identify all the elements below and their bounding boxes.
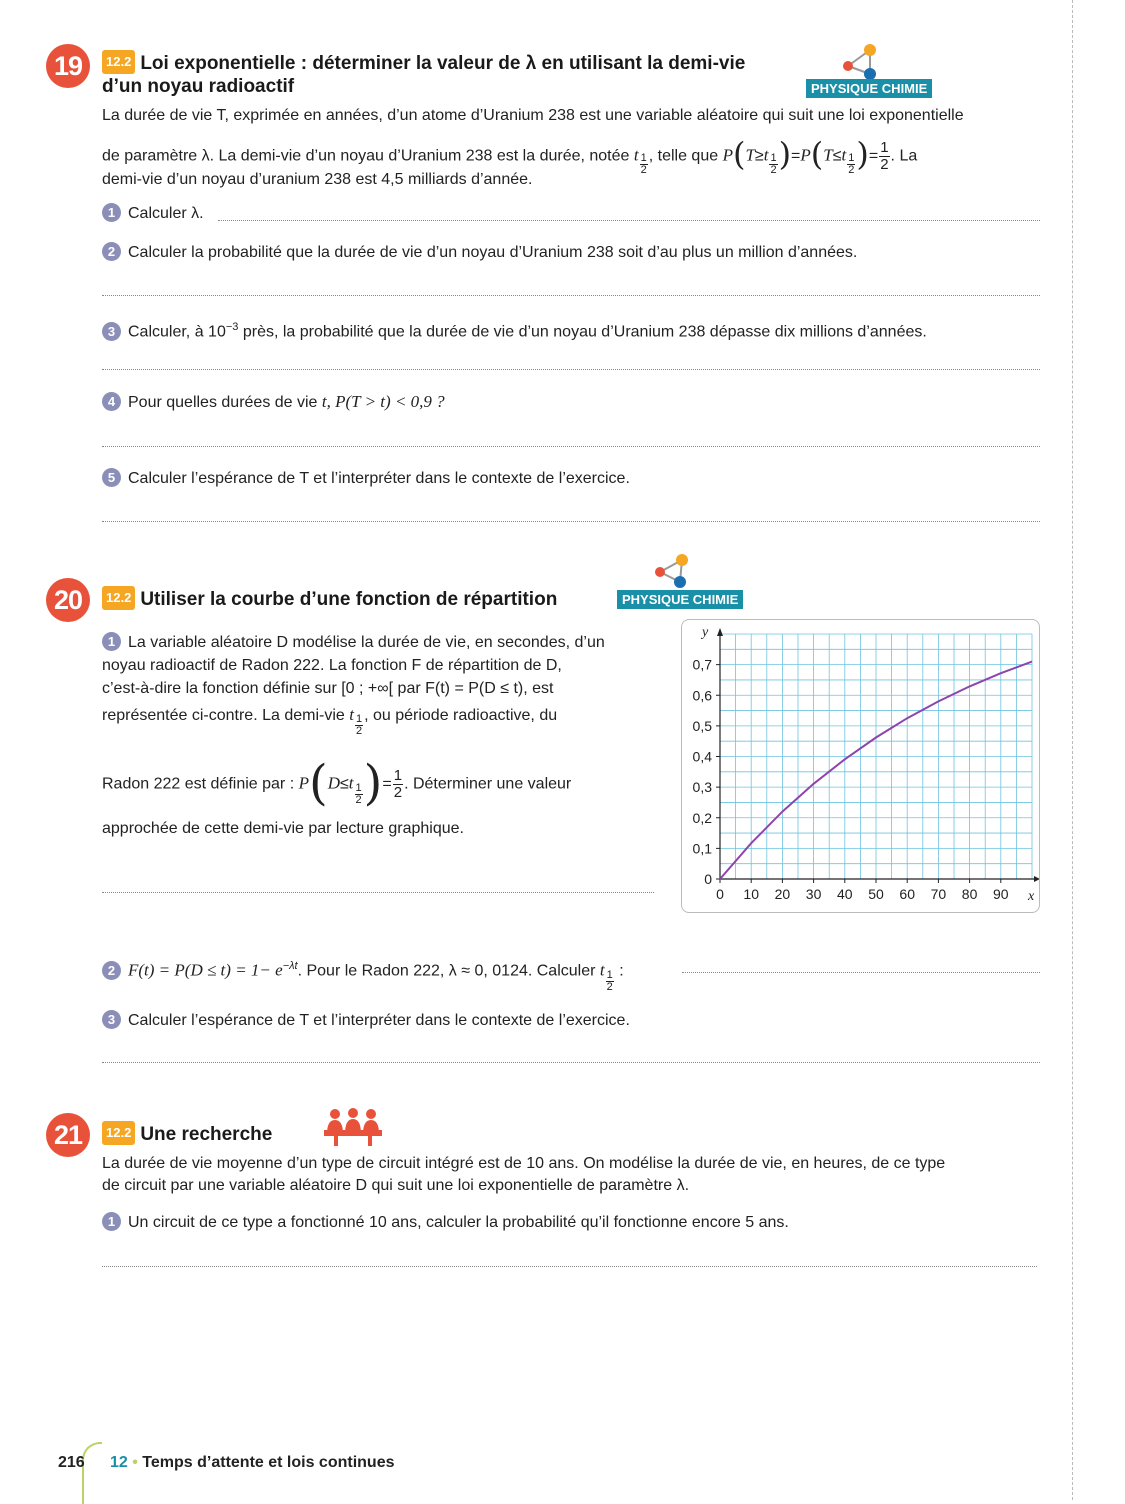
answer-line[interactable] (102, 892, 654, 893)
question-1-text: 1 La variable aléatoire D modélise la durée de vie, en secondes, d’un (102, 632, 605, 654)
y-tick-label: 0,7 (692, 656, 712, 673)
x-tick-label: 40 (837, 886, 853, 902)
x-tick-label: 50 (868, 886, 884, 902)
section-tag: 12.2 (102, 586, 135, 610)
subject-badge: PHYSIQUE CHIMIE (806, 79, 932, 98)
answer-line[interactable] (102, 1266, 1037, 1267)
intro-line-math: de paramètre λ. La demi-vie d’un noyau d’Uranium 238 est la durée, notée t $\frac{1}{2}$ , telle que P(T≥t $\frac{1}{2}$ )=P(T≤t $\frac{1}{2}$ )= $\frac{1}{2}$ . La (102, 135, 918, 176)
question-4: 4 Pour quelles durées de vie t, P(T > t) < 0,9 ? (102, 391, 445, 414)
x-tick-label: 90 (993, 886, 1009, 902)
question-5: 5 Calculer l’espérance de T et l’interpréter dans le contexte de l’exercice. (102, 468, 630, 490)
question-1-text: c’est-à-dire la fonction définie sur [0 ; +∞[ par F(t) = P(D ≤ t), est (102, 680, 554, 697)
answer-line[interactable] (218, 220, 1040, 221)
molecule-icon (650, 552, 694, 592)
x-tick-label: 20 (774, 886, 791, 902)
answer-line[interactable] (102, 446, 1040, 447)
y-axis-label: y (702, 625, 709, 640)
question-1-text: représentée ci-contre. La demi-vie t $\frac{1}{2}$ , ou période radioactive, du (102, 705, 558, 738)
question-1-math: Radon 222 est définie par : P(D≤t $\frac{1}{2}$ )= $\frac{1}{2}$ . Déterminer une valeur (102, 754, 572, 811)
question-3: 3 Calculer l’espérance de T et l’interpréter dans le contexte de l’exercice. (102, 1010, 630, 1032)
intro-line: La durée de vie T, exprimée en années, d’un atome d’Uranium 238 est une variable aléatoire qui suit une loi exponentielle (102, 107, 964, 124)
y-tick-label: 0,6 (692, 687, 712, 704)
x-tick-label: 70 (930, 886, 947, 902)
y-tick-label: 0,3 (692, 779, 712, 796)
section-tag: 12.2 (102, 50, 135, 74)
exercise-title-line2: d’un noyau radioactif (102, 76, 295, 97)
answer-line[interactable] (102, 369, 1040, 370)
chart-frame (681, 619, 1040, 913)
section-tag: 12.2 (102, 1121, 135, 1145)
chapter-title: 12 • Temps d’attente et lois continues (110, 1454, 395, 1471)
x-axis-arrow (1034, 876, 1039, 882)
x-tick-label: 80 (961, 886, 978, 902)
y-tick-label: 0 (704, 871, 712, 887)
question-1-text: noyau radioactif de Radon 222. La fonction F de répartition de D, (102, 657, 562, 674)
exercise-title: 12.2 Utiliser la courbe d’une fonction de répartition (102, 588, 557, 612)
exercise-number-badge: 19 (46, 44, 90, 88)
question-1: 1 Un circuit de ce type a fonctionné 10 ans, calculer la probabilité qu’il fonctionne encore 5 ans. (102, 1212, 789, 1234)
subject-badge: PHYSIQUE CHIMIE (617, 590, 743, 609)
x-tick-label: 0 (716, 886, 724, 902)
question-2: 2 $F(t) = P(D \le t) = 1- e^{-\lambda t}$. Pour le Radon 222, λ ≈ 0, 0124. Calculer t $\frac{1}{2}$ : (102, 955, 624, 983)
exercise-number-badge: 20 (46, 578, 90, 622)
question-1-text: approchée de cette demi-vie par lecture graphique. (102, 820, 464, 837)
molecule-icon (838, 42, 882, 82)
y-axis-arrow (717, 628, 723, 636)
answer-line[interactable] (682, 972, 1040, 973)
y-tick-label: 0,1 (692, 840, 712, 857)
intro-line: La durée de vie moyenne d’un type de circuit intégré est de 10 ans. On modélise la durée de vie, en heures, de ce type (102, 1155, 946, 1172)
x-tick-label: 10 (743, 886, 759, 902)
page-number: 216 (58, 1454, 85, 1471)
x-tick-label: 60 (899, 886, 915, 902)
answer-line[interactable] (102, 521, 1040, 522)
intro-line: demi-vie d’un noyau d’uranium 238 est 4,5 milliards d’année. (102, 171, 533, 188)
title-line: Loi exponentielle : déterminer la valeur de λ en utilisant la demi-vie (140, 53, 746, 75)
x-axis-label: x (1028, 889, 1035, 904)
group-work-icon (322, 1106, 384, 1146)
exercise-title (102, 52, 745, 76)
exercise-title: 12.2 Une recherche (102, 1123, 272, 1147)
footer-accent-line (82, 1442, 102, 1504)
cdf-chart (682, 620, 1039, 912)
page-edge-dashed-line (1072, 0, 1073, 1500)
intro-line: de circuit par une variable aléatoire D qui suit une loi exponentielle de paramètre λ. (102, 1177, 690, 1194)
x-tick-label: 30 (805, 886, 822, 902)
y-tick-label: 0,4 (692, 748, 712, 765)
y-tick-label: 0,5 (692, 717, 712, 734)
answer-line[interactable] (102, 1062, 1040, 1063)
y-tick-label: 0,2 (692, 809, 712, 826)
question-3: 3 Calculer, à $10^{-3}$ près, la probabilité que la durée de vie d’un noyau d’Uranium 238 dépasse dix millions d’années. (102, 316, 927, 343)
question-2: 2 Calculer la probabilité que la durée de vie d’un noyau d’Uranium 238 soit d’au plus un million d’années. (102, 242, 857, 264)
question-1: 1 Calculer λ. (102, 203, 204, 225)
exercise-number-badge: 21 (46, 1113, 90, 1157)
answer-line[interactable] (102, 295, 1040, 296)
